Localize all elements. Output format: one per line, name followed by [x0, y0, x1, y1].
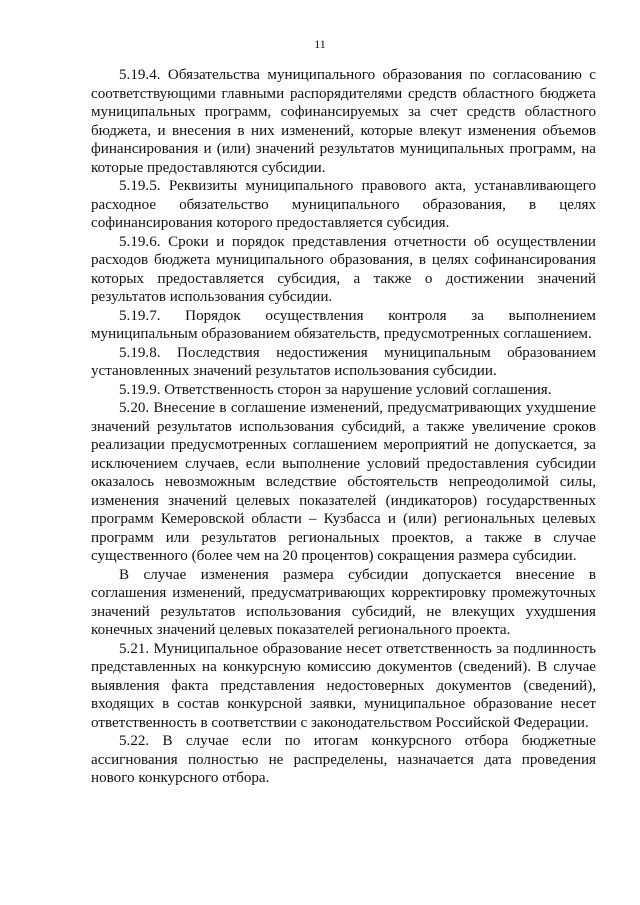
paragraph-5-19-4: 5.19.4. Обязательства муниципального образования по согласованию с соответствующими главными распорядителями средств областного бюджета муниципальных программ, софинансируемых за счет средств областного бюджета, и внесения в них изменений, которые влекут изменения объемов финансирования и (или) значений результатов муниципальных программ, на которые предоставляются субсидии. — [91, 67, 596, 176]
paragraph-5-19-5: 5.19.5. Реквизиты муниципального правового акта, устанавливающего расходное обязательство муниципального образования, в целях софинансирования которого предоставляется субсидия. — [91, 178, 596, 231]
paragraph-5-20: 5.20. Внесение в соглашение изменений, предусматривающих ухудшение значений результатов использования субсидий, а также увеличение сроков реализации предусмотренных соглашением мероприятий не допускается, за исключением случаев, если выполнение условий предоставления субсидии оказалось невозможным вследствие обстоятельств непреодолимой силы, изменения значений целевых показателей (индикаторов) государственных программ Кемеровской области – Кузбасса и (или) региональных целевых программ или результатов региональных проектов, а также в случае существенного (более чем на 20 процентов) сокращения размера субсидии. — [91, 400, 596, 564]
paragraph-subsidy-change: В случае изменения размера субсидии допускается внесение в соглашения изменений, предусматривающих корректировку промежуточных значений результатов использования субсидий, не влекущих ухудшения конечных значений целевых показателей регионального проекта. — [91, 566, 596, 638]
paragraph-5-19-9: 5.19.9. Ответственность сторон за нарушение условий соглашения. — [119, 381, 552, 398]
document-body — [91, 66, 596, 788]
paragraph-5-19-6: 5.19.6. Сроки и порядок представления отчетности об осуществлении расходов бюджета муниципального образования, в целях софинансирования которых предоставляется субсидия, а также о достижении значений результатов использования субсидии. — [91, 233, 596, 305]
paragraph-5-22: 5.22. В случае если по итогам конкурсного отбора бюджетные ассигнования полностью не распределены, назначается дата проведения нового конкурсного отбора. — [91, 733, 596, 786]
paragraph-5-19-8: 5.19.8. Последствия недостижения муниципальным образованием установленных значений результатов использования субсидии. — [91, 344, 596, 379]
paragraph-5-19-7: 5.19.7. Порядок осуществления контроля за выполнением муниципальным образованием обязательств, предусмотренных соглашением. — [91, 307, 596, 342]
page-number: 11 — [314, 37, 326, 51]
paragraph-5-21: 5.21. Муниципальное образование несет ответственность за подлинность представленных на конкурсную комиссию документов (сведений). В случае выявления факта представления недостоверных документов (сведений), входящих в состав конкурсной заявки, муниципальное образование несет ответственность в соответствии с законодательством Российской Федерации. — [91, 640, 596, 731]
